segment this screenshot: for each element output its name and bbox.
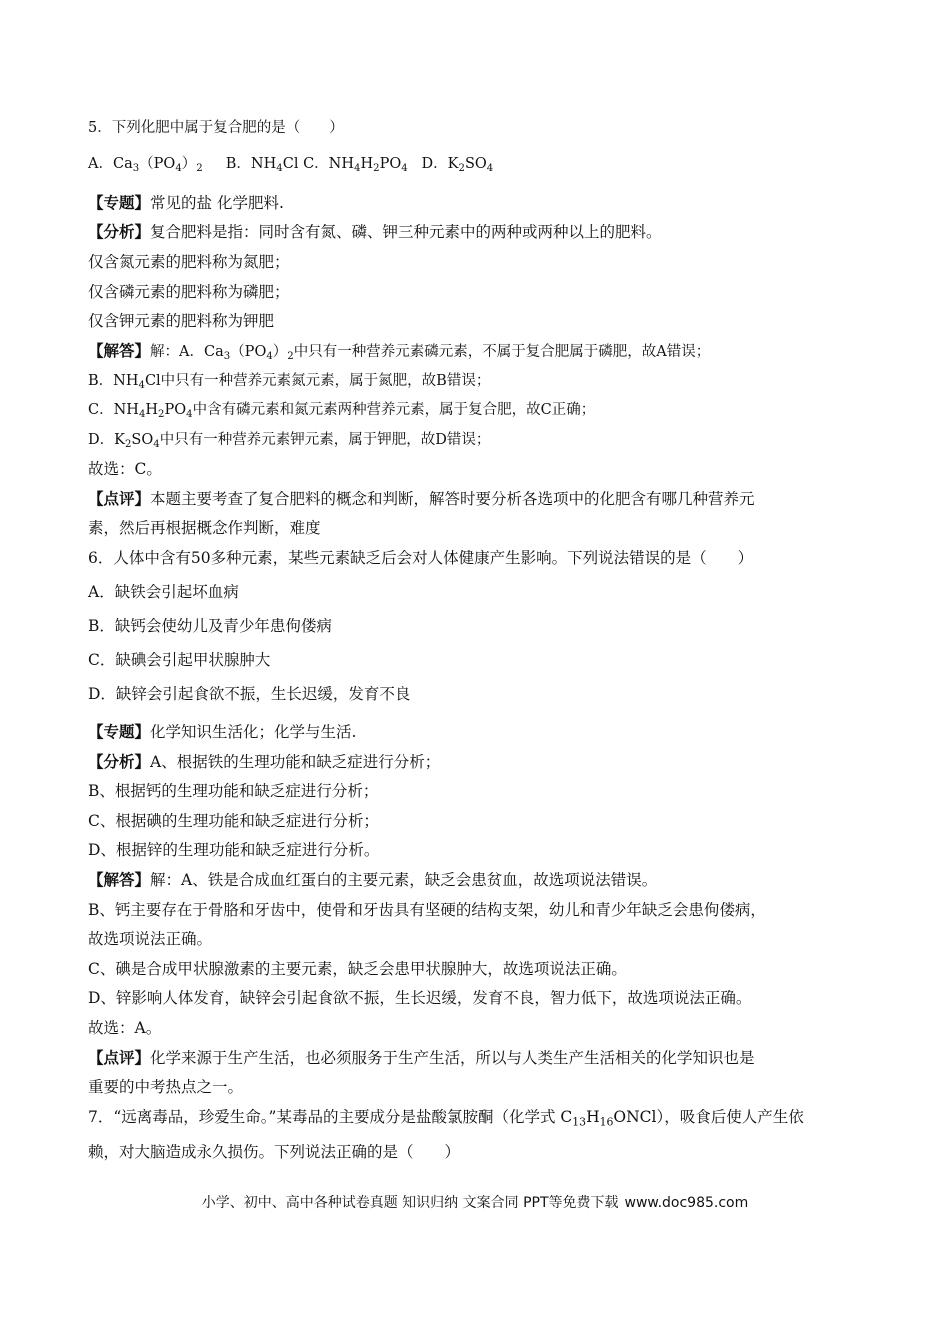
q6-analysis-line: C、根据碘的生理功能和缺乏症进行分析； xyxy=(88,812,379,830)
q5-analysis-line: 仅含钾元素的肥料称为钾肥 xyxy=(88,312,275,330)
q6-option: B．缺钙会使幼儿及青少年患佝偻病 xyxy=(88,617,332,635)
q6-option: A．缺铁会引起坏血病 xyxy=(88,583,239,601)
q5-analysis-line: 仅含磷元素的肥料称为磷肥； xyxy=(88,283,290,301)
q5-answer-c: C．$NH_4H_2PO_4$中含有磷元素和氮元素两种营养元素，属于复合肥，故C正确； xyxy=(88,402,596,421)
q5-choice: 故选：C。 xyxy=(88,460,162,478)
q6-option: C．缺碘会引起甲状腺肿大 xyxy=(88,651,271,669)
q6-answer-line: D、锌影响人体发育，缺锌会引起食欲不振，生长迟缓，发育不良，智力低下，故选项说法正确。 xyxy=(88,989,752,1007)
footer-link[interactable]: www.doc985.com xyxy=(624,1195,749,1211)
q5-analysis: 【分析】复合肥料是指：同时含有氮、磷、钾三种元素中的两种或两种以上的肥料。 xyxy=(88,223,662,241)
q6-analysis-line: B、根据钙的生理功能和缺乏症进行分析； xyxy=(88,782,379,800)
q6-option: D．缺锌会引起食欲不振，生长迟缓，发育不良 xyxy=(88,685,411,703)
q5-answer-b: B．$NH_4Cl$中只有一种营养元素氮元素，属于氮肥，故B错误； xyxy=(88,373,491,392)
q5-answer-d: D．$K_2SO_4$中只有一种营养元素钾元素，属于钾肥，故D错误； xyxy=(88,432,491,451)
q6-topic: 【专题】化学知识生活化；化学与生活. xyxy=(88,723,357,741)
q5-options xyxy=(88,154,493,174)
q6-comment-cont: 重要的中考热点之一。 xyxy=(88,1078,244,1096)
q6-answer: 【解答】解：A、铁是合成血红蛋白的主要元素，缺乏会患贫血，故选项说法错误。 xyxy=(88,871,658,889)
footer-text: 小学、初中、高中各种试卷真题 知识归纳 文案合同 PPT等免费下载 xyxy=(201,1195,619,1211)
q5-comment-cont: 素，然后再根据概念作判断，难度 xyxy=(88,519,321,537)
q6-analysis-line: D、根据锌的生理功能和缺乏症进行分析。 xyxy=(88,841,380,859)
q6-answer-line: 故选：A。 xyxy=(88,1019,162,1037)
q5-topic: 【专题】常见的盐 化学肥料. xyxy=(88,194,284,212)
q5-option-a: A．$Ca_3(PO_4)_2$ xyxy=(88,156,203,175)
q6-answer-line: C、碘是合成甲状腺激素的主要元素，缺乏会患甲状腺肿大，故选项说法正确。 xyxy=(88,960,627,978)
q5-option-b: B．$NH_4Cl$ xyxy=(225,156,299,175)
q6-analysis: 【分析】A、根据铁的生理功能和缺乏症进行分析； xyxy=(88,753,441,771)
q5-option-c: C．$NH_4H_2PO_4$ xyxy=(303,156,408,175)
q5-stem: 5．下列化肥中属于复合肥的是（ ） xyxy=(88,120,344,136)
q6-answer-line: 故选项说法正确。 xyxy=(88,930,213,948)
q6-comment: 【点评】化学来源于生产生活，也必须服务于生产生活，所以与人类生产生活相关的化学知识也是 xyxy=(88,1049,755,1067)
q5-option-d: D．$K_2SO_4$ xyxy=(421,156,494,175)
q7-stem: 7．“远离毒品，珍爱生命。”某毒品的主要成分是盐酸氯胺酮（化学式 $C_{13}H_{16}ONCl$），吸食后使人产生依 xyxy=(88,1108,804,1129)
q6-stem: 6．人体中含有50多种元素，某些元素缺乏后会对人体健康产生影响。下列说法错误的是（ ） xyxy=(88,549,754,567)
q5-answer-a: 【解答】解：A．$Ca_3(PO_4)_2$中只有一种营养元素磷元素，不属于复合肥属于磷肥，故A错误； xyxy=(88,342,711,363)
page-footer xyxy=(0,1192,950,1212)
q5-comment: 【点评】本题主要考查了复合肥料的概念和判断，解答时要分析各选项中的化肥含有哪几种营养元 xyxy=(88,490,755,508)
q7-stem-cont: 赖，对大脑造成永久损伤。下列说法正确的是（ ） xyxy=(88,1143,461,1161)
q6-answer-line: B、钙主要存在于骨胳和牙齿中，使骨和牙齿具有坚硬的结构支架，幼儿和青少年缺乏会患佝偻病， xyxy=(88,901,766,919)
q5-analysis-line: 仅含氮元素的肥料称为氮肥； xyxy=(88,253,290,271)
